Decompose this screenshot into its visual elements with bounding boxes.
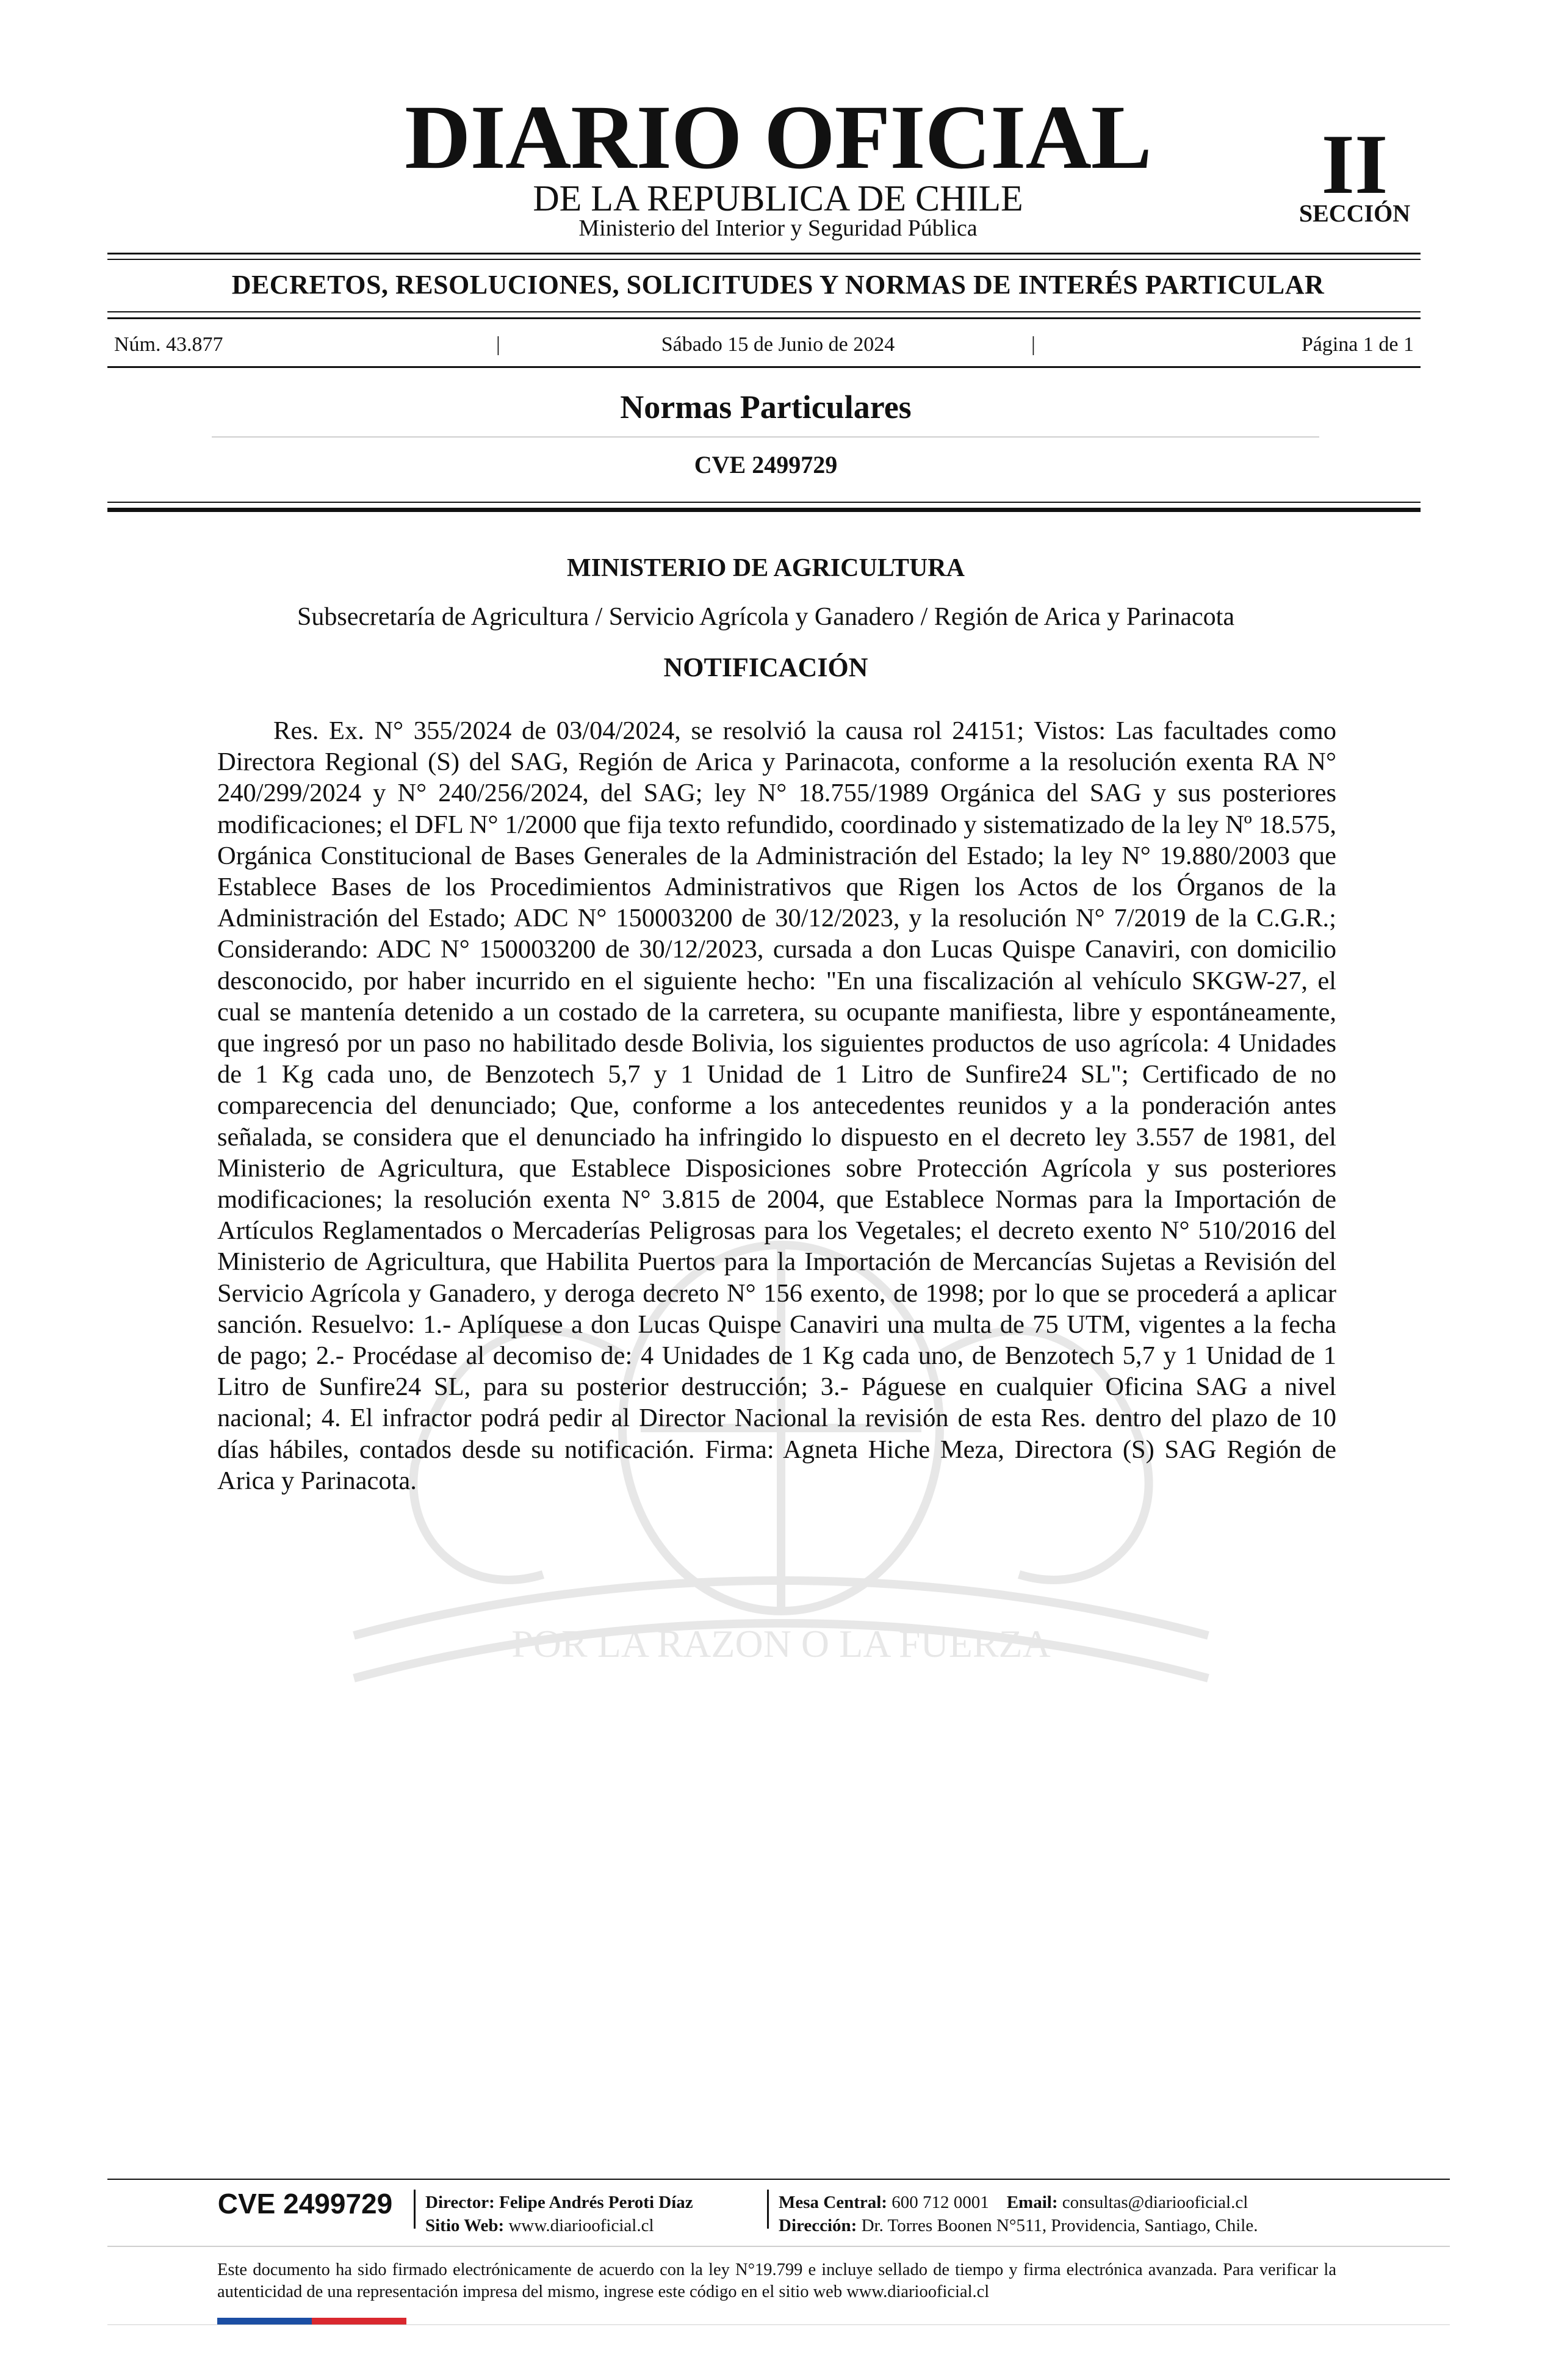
footer-cve-code: CVE 2499729 xyxy=(217,2188,393,2220)
footer-rule-mid xyxy=(107,2246,1450,2247)
address-value: Dr. Torres Boonen N°511, Providencia, Santiago, Chile. xyxy=(861,2216,1258,2235)
footer-contact-block xyxy=(779,2191,1340,2237)
address-label: Dirección: xyxy=(779,2216,857,2235)
site-link[interactable]: www.diariooficial.cl xyxy=(508,2216,654,2235)
masthead-subtitle: DE LA REPUBLICA DE CHILE xyxy=(533,178,1023,218)
masthead-title: DIARIO OFICIAL xyxy=(405,87,1151,188)
footer-rule-bottom xyxy=(107,2324,1450,2325)
section-number: II xyxy=(1321,117,1388,212)
footer-rule-top xyxy=(107,2179,1450,2180)
footer-divider xyxy=(414,2190,416,2229)
footer-director-block xyxy=(425,2191,767,2237)
banner-title: DECRETOS, RESOLUCIONES, SOLICITUDES Y NORMAS DE INTERÉS PARTICULAR xyxy=(231,270,1325,300)
header-rule-mid-1 xyxy=(107,311,1421,312)
site-label: Sitio Web: xyxy=(425,2216,505,2235)
cve-rule-2 xyxy=(107,508,1421,512)
page-number: Página 1 de 1 xyxy=(1301,333,1414,356)
section-label: SECCIÓN xyxy=(1298,200,1411,227)
header-rule-mid-2 xyxy=(107,317,1421,319)
legal-notice: Este documento ha sido firmado electrónicamente de acuerdo con la ley N°19.799 e incluye sellado de tiempo y firma electrónica avanzada. Para verificar la autenticidad de una representación impresa del mismo, ingrese este código en el sitio web www.diariooficial.cl xyxy=(217,2260,1336,2301)
mesa-label: Mesa Central: xyxy=(779,2193,887,2212)
director-name: Felipe Andrés Peroti Díaz xyxy=(499,2193,693,2212)
notification-body: Res. Ex. N° 355/2024 de 03/04/2024, se resolvió la causa rol 24151; Vistos: Las facultades como Directora Regional (S) del SAG, Región de Arica y Parinacota, conforme a la resolución exenta RA N° 240/299/2024 y N° 240/256/2024, del SAG; ley N° 18.755/1989 Orgánica del SAG y sus posteriores modificaciones; el DFL N° 1/2000 que fija texto refundido, coordinado y sistematizado de la ley Nº 18.575, Orgánica Constitucional de Bases Generales de la Administración del Estado; la ley N° 19.880/2003 que Establece Bases de los Procedimientos Administrativos que Rigen los Actos de los Órganos de la Administración del Estado; ADC N° 150003200 de 30/12/2023, y la resolución N° 7/2019 de la C.G.R.; Considerando: ADC N° 150003200 de 30/12/2023, cursada a don Lucas Quispe Canaviri, con domicilio desconocido, por haber incurrido en el siguiente hecho: "En una fiscalización al vehículo SKGW-27, el cual se mantenía detenido a un costado de la carretera, su ocupante manifiesta, libre y espontáneamente, que ingresó por un paso no habilitado desde Bolivia, los siguientes productos de uso agrícola: 4 Unidades de 1 Kg cada uno, de Benzotech 5,7 y 1 Unidad de 1 Litro de Sunfire24 SL"; Certificado de no comparecencia del denunciado; Que, conforme a los antecedentes reunidos y a la ponderación antes señalada, se considera que el denunciado ha infringido lo dispuesto en el decreto ley 3.557 de 1981, del Ministerio de Agricultura, que Establece Disposiciones sobre Protección Agrícola y sus posteriores modificaciones; la resolución exenta N° 3.815 de 2004, que Establece Normas para la Importación de Artículos Reglamentados o Mercaderías Peligrosas para los Vegetales; el decreto exento N° 510/2016 del Ministerio de Agricultura, que Habilita Puertos para la Importación de Mercancías Sujetas a Revisión del Servicio Agrícola y Ganadero, y deroga decreto N° 156 exento, de 1998; por lo que se procederá a aplicar sanción. Resuelvo: 1.- Aplíquese a don Lucas Quispe Canaviri una multa de 75 UTM, vigentes a la fecha de pago; 2.- Procédase al decomiso de: 4 Unidades de 1 Kg cada uno, de Benzotech 5,7 y 1 Unidad de 1 Litro de Sunfire24 SL, para su posterior destrucción; 3.- Páguese en cualquier Oficina SAG a nivel nacional; 4. El infractor podrá pedir al Director Nacional la revisión de esta Res. dentro del plazo de 10 días hábiles, contados desde su notificación. Firma: Agneta Hiche Meza, Directora (S) SAG Región de Arica y Parinacota. xyxy=(217,716,1336,1495)
document-type: NOTIFICACIÓN xyxy=(663,652,868,682)
section-underline xyxy=(212,436,1319,438)
email-label: Email: xyxy=(1006,2193,1058,2212)
flag-stripe-red xyxy=(312,2318,406,2324)
director-label: Director: xyxy=(425,2193,495,2212)
subsecretaria-line: Subsecretaría de Agricultura / Servicio Agrícola y Ganadero / Región de Arica y Parinacota xyxy=(297,603,1234,631)
issue-number: Núm. 43.877 xyxy=(114,333,223,356)
header-rule-top-2 xyxy=(107,259,1421,260)
ministry-heading: MINISTERIO DE AGRICULTURA xyxy=(567,554,965,582)
section-title: Normas Particulares xyxy=(620,389,912,425)
masthead-ministry: Ministerio del Interior y Seguridad Pública xyxy=(578,215,978,241)
flag-stripe-blue xyxy=(217,2318,312,2324)
cve-rule-1 xyxy=(107,502,1421,503)
mesa-phone: 600 712 0001 xyxy=(891,2193,989,2212)
email-link[interactable]: consultas@diariooficial.cl xyxy=(1062,2193,1248,2212)
meta-separator: | xyxy=(1031,333,1036,356)
issue-date: Sábado 15 de Junio de 2024 xyxy=(661,333,895,356)
footer-divider xyxy=(767,2190,769,2229)
header-rule-top-1 xyxy=(107,253,1421,254)
cve-code: CVE 2499729 xyxy=(694,451,838,478)
meta-rule xyxy=(107,366,1421,368)
watermark-motto: POR LA RAZON O LA FUERZA xyxy=(511,1622,1051,1665)
meta-separator: | xyxy=(496,333,500,356)
